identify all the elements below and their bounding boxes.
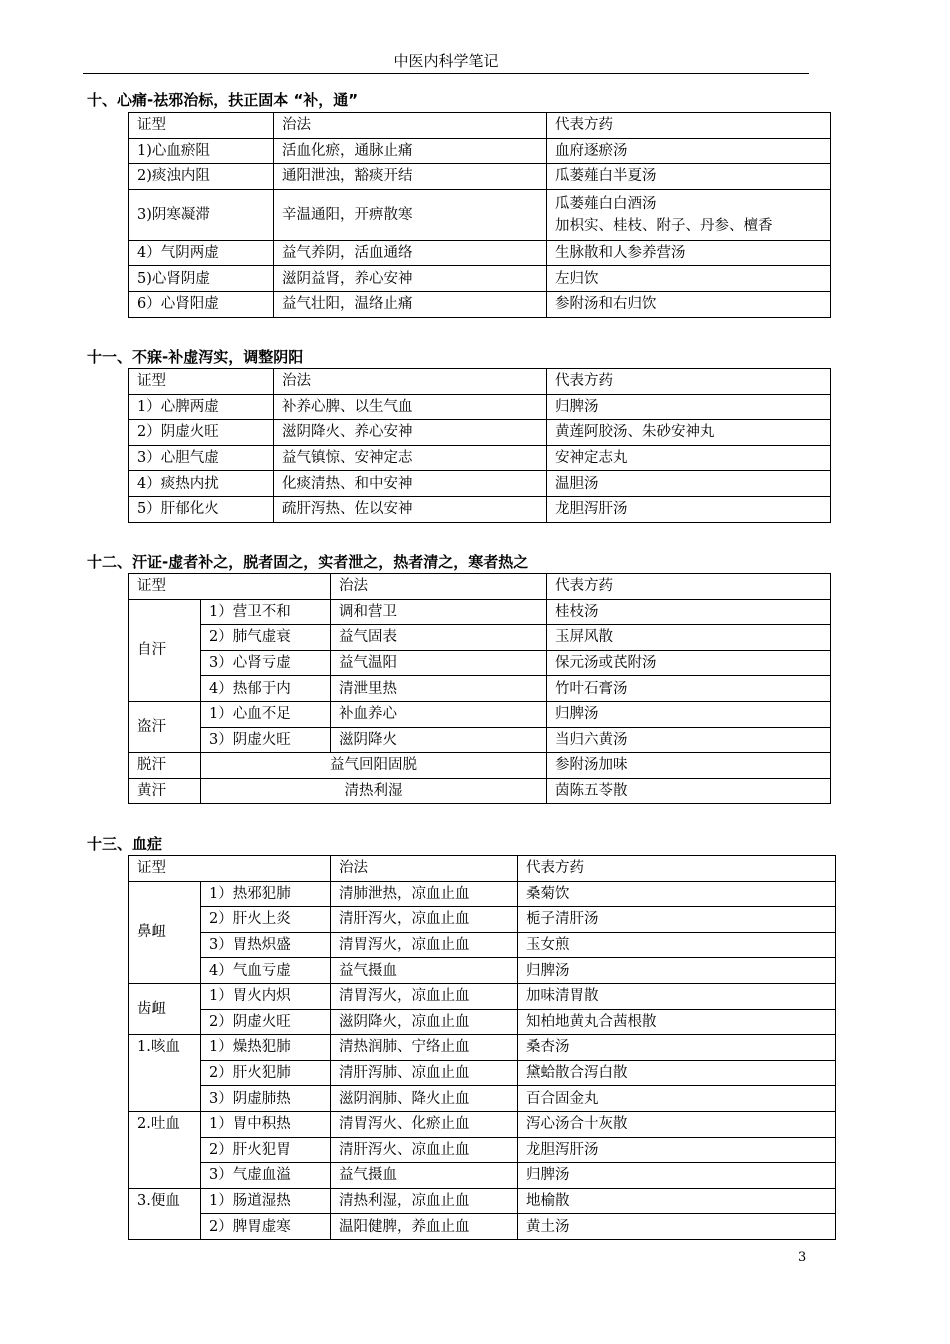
- table-row: [129, 958, 836, 984]
- table-row: [129, 907, 836, 933]
- table-cell: 益气壮阳，温络止痛: [274, 291, 547, 317]
- table-row: [129, 445, 831, 471]
- table-row: [129, 650, 831, 676]
- table-cell: 滋阴润肺、降火止血: [331, 1086, 518, 1112]
- table-cell: 当归六黄汤: [547, 727, 831, 753]
- table-cell: 1）心脾两虚: [129, 394, 274, 420]
- table-cell: 龙胆泻肝汤: [518, 1137, 836, 1163]
- section-title-xintong: 十、心痛-祛邪治标，扶正固本 “补，通”: [87, 91, 359, 109]
- table-row: [129, 240, 831, 266]
- table-row: [129, 727, 831, 753]
- table-cell: 4）气阴两虚: [129, 240, 274, 266]
- table-row: [129, 138, 831, 164]
- group-cell: 黄汗: [129, 778, 201, 804]
- table-cell: 血府逐瘀汤: [547, 138, 831, 164]
- table-row: [129, 881, 836, 907]
- column-header: 代表方药: [547, 113, 831, 139]
- table-cell: 清热利湿: [201, 778, 547, 804]
- table-cell: 桑菊饮: [518, 881, 836, 907]
- table-cell: 益气养阴，活血通络: [274, 240, 547, 266]
- table-row: [129, 1035, 836, 1061]
- table-row: [129, 599, 831, 625]
- table-row: [129, 778, 831, 804]
- table-cell: 通阳泄浊，豁痰开结: [274, 164, 547, 190]
- table-cell: 知柏地黄丸合茜根散: [518, 1009, 836, 1035]
- table-cell: 黄莲阿胶汤、朱砂安神丸: [547, 420, 831, 446]
- table-cell: 1）燥热犯肺: [201, 1035, 331, 1061]
- table-cell: [547, 189, 831, 240]
- table-row: [129, 1214, 836, 1240]
- table-cell: 2）肝火上炎: [201, 907, 331, 933]
- table-cell: 滋阴降火、养心安神: [274, 420, 547, 446]
- table-cell: 清热利湿，凉血止血: [331, 1188, 518, 1214]
- table-cell: 滋阴降火: [331, 727, 547, 753]
- table-bumei: [128, 368, 831, 523]
- table-cell: 茵陈五苓散: [547, 778, 831, 804]
- section-title-bumei: 十一、不寐-补虚泻实，调整阴阳: [87, 348, 304, 366]
- table-cell: 3）心肾亏虚: [201, 650, 331, 676]
- table-cell: 保元汤或芪附汤: [547, 650, 831, 676]
- table-cell: 活血化瘀，通脉止痛: [274, 138, 547, 164]
- table-header-row: [129, 113, 831, 139]
- group-cell: 自汗: [129, 599, 201, 701]
- table-cell: 疏肝泻热、佐以安神: [274, 496, 547, 522]
- table-cell: 百合固金丸: [518, 1086, 836, 1112]
- table-row: [129, 1137, 836, 1163]
- table-cell: 清肝泻火、凉血止血: [331, 1137, 518, 1163]
- table-cell: 3）阴虚火旺: [201, 727, 331, 753]
- table-cell: 益气固表: [331, 625, 547, 651]
- table-cell: 1）胃中积热: [201, 1111, 331, 1137]
- table-cell: 3）胃热炽盛: [201, 932, 331, 958]
- table-cell: 6）心肾阳虚: [129, 291, 274, 317]
- group-cell: 脱汗: [129, 753, 201, 779]
- table-cell: 龙胆泻肝汤: [547, 496, 831, 522]
- table-row: [129, 1111, 836, 1137]
- table-row: [129, 420, 831, 446]
- table-cell: 2）肝火犯肺: [201, 1060, 331, 1086]
- table-row: [129, 164, 831, 190]
- table-row: [129, 496, 831, 522]
- table-cell: 2）阴虚火旺: [201, 1009, 331, 1035]
- table-cell: 2)痰浊内阻: [129, 164, 274, 190]
- table-header-row: [129, 574, 831, 600]
- table-cell: 滋阴降火，凉血止血: [331, 1009, 518, 1035]
- table-row: [129, 753, 831, 779]
- table-cell: 地榆散: [518, 1188, 836, 1214]
- table-header-row: [129, 369, 831, 395]
- table-cell: 清肝泻肺、凉血止血: [331, 1060, 518, 1086]
- cell-line: 瓜蒌薤白白酒汤: [555, 195, 657, 212]
- table-cell: 益气回阳固脱: [201, 753, 547, 779]
- table-row: [129, 625, 831, 651]
- table-cell: 5)心肾阴虚: [129, 266, 274, 292]
- group-cell: 1.咳血: [129, 1035, 201, 1112]
- table-cell: 玉屏风散: [547, 625, 831, 651]
- table-cell: 3）阴虚肺热: [201, 1086, 331, 1112]
- table-row: [129, 983, 836, 1009]
- table-cell: 参附汤和右归饮: [547, 291, 831, 317]
- section-title-hanzheng: 十二、汗证-虚者补之，脱者固之，实者泄之，热者清之，寒者热之: [87, 553, 529, 571]
- table-cell: 清肝泻火，凉血止血: [331, 907, 518, 933]
- table-cell: 清泄里热: [331, 676, 547, 702]
- table-cell: 清肺泄热，凉血止血: [331, 881, 518, 907]
- table-cell: 4）气血亏虚: [201, 958, 331, 984]
- table-cell: 3）心胆气虚: [129, 445, 274, 471]
- group-cell: 齿衄: [129, 983, 201, 1034]
- header-rule: [83, 73, 809, 74]
- table-row: [129, 266, 831, 292]
- table-cell: 归脾汤: [547, 394, 831, 420]
- table-cell: 益气摄血: [331, 1163, 518, 1189]
- table-row: [129, 471, 831, 497]
- table-cell: 5）肝郁化火: [129, 496, 274, 522]
- column-header: 治法: [274, 369, 547, 395]
- table-cell: 3）气虚血溢: [201, 1163, 331, 1189]
- page-header-title: 中医内科学笔记: [393, 52, 499, 70]
- table-cell: 化痰清热、和中安神: [274, 471, 547, 497]
- column-header: 代表方药: [547, 574, 831, 600]
- table-row: [129, 291, 831, 317]
- table-cell: 温胆汤: [547, 471, 831, 497]
- table-cell: 加味清胃散: [518, 983, 836, 1009]
- table-cell: 桑杏汤: [518, 1035, 836, 1061]
- section-title-xuezheng: 十三、血症: [87, 835, 163, 853]
- table-xuezheng: [128, 855, 836, 1240]
- table-cell: 安神定志丸: [547, 445, 831, 471]
- table-cell: 竹叶石膏汤: [547, 676, 831, 702]
- table-cell: 归脾汤: [518, 1163, 836, 1189]
- table-cell: 2）脾胃虚寒: [201, 1214, 331, 1240]
- table-cell: 黛蛤散合泻白散: [518, 1060, 836, 1086]
- table-row: [129, 1009, 836, 1035]
- table-cell: 益气镇惊、安神定志: [274, 445, 547, 471]
- table-cell: 1）营卫不和: [201, 599, 331, 625]
- table-cell: 滋阴益肾，养心安神: [274, 266, 547, 292]
- table-cell: 1)心血瘀阻: [129, 138, 274, 164]
- table-cell: 温阳健脾，养血止血: [331, 1214, 518, 1240]
- table-cell: 归脾汤: [518, 958, 836, 984]
- group-cell: 盗汗: [129, 701, 201, 752]
- column-header: 证型: [129, 369, 274, 395]
- table-row: [129, 676, 831, 702]
- table-cell: 左归饮: [547, 266, 831, 292]
- column-header: 代表方药: [518, 856, 836, 882]
- column-header: 证型: [129, 574, 331, 600]
- table-row: [129, 1086, 836, 1112]
- table-cell: 3)阴寒凝滞: [129, 189, 274, 240]
- table-cell: 2）肺气虚衰: [201, 625, 331, 651]
- table-cell: 生脉散和人参养营汤: [547, 240, 831, 266]
- table-cell: 益气摄血: [331, 958, 518, 984]
- table-cell: 1）心血不足: [201, 701, 331, 727]
- cell-line: 加枳实、桂枝、附子、丹参、檀香: [555, 217, 773, 234]
- table-cell: 辛温通阳，开痹散寒: [274, 189, 547, 240]
- table-row: [129, 394, 831, 420]
- table-cell: 桂枝汤: [547, 599, 831, 625]
- column-header: 治法: [331, 856, 518, 882]
- column-header: 治法: [331, 574, 547, 600]
- column-header: 治法: [274, 113, 547, 139]
- table-cell: 栀子清肝汤: [518, 907, 836, 933]
- table-cell: 泻心汤合十灰散: [518, 1111, 836, 1137]
- table-hanzheng: [128, 573, 831, 804]
- page-number: 3: [798, 1250, 807, 1265]
- column-header: 代表方药: [547, 369, 831, 395]
- table-cell: 清胃泻火，凉血止血: [331, 983, 518, 1009]
- group-cell: 3.便血: [129, 1188, 201, 1239]
- table-cell: 益气温阳: [331, 650, 547, 676]
- table-cell: 清胃泻火、化瘀止血: [331, 1111, 518, 1137]
- table-cell: 补养心脾、以生气血: [274, 394, 547, 420]
- table-cell: 补血养心: [331, 701, 547, 727]
- table-header-row: [129, 856, 836, 882]
- table-cell: 参附汤加味: [547, 753, 831, 779]
- table-cell: 瓜蒌薤白半夏汤: [547, 164, 831, 190]
- group-cell: 2.吐血: [129, 1111, 201, 1188]
- table-cell: 归脾汤: [547, 701, 831, 727]
- table-cell: 1）胃火内炽: [201, 983, 331, 1009]
- table-row: [129, 1188, 836, 1214]
- table-cell: 调和营卫: [331, 599, 547, 625]
- table-row: [129, 932, 836, 958]
- table-row: [129, 1060, 836, 1086]
- column-header: 证型: [129, 113, 274, 139]
- table-cell: 4）痰热内扰: [129, 471, 274, 497]
- table-cell: 黄土汤: [518, 1214, 836, 1240]
- table-row: [129, 189, 831, 240]
- table-row: [129, 1163, 836, 1189]
- table-cell: 1）热邪犯肺: [201, 881, 331, 907]
- table-cell: 清胃泻火，凉血止血: [331, 932, 518, 958]
- table-cell: 2）阴虚火旺: [129, 420, 274, 446]
- table-cell: 清热润肺、宁络止血: [331, 1035, 518, 1061]
- table-cell: 4）热郁于内: [201, 676, 331, 702]
- table-xintong: [128, 112, 831, 318]
- table-cell: 玉女煎: [518, 932, 836, 958]
- table-cell: 2）肝火犯胃: [201, 1137, 331, 1163]
- column-header: 证型: [129, 856, 331, 882]
- table-cell: 1）肠道湿热: [201, 1188, 331, 1214]
- table-row: [129, 701, 831, 727]
- group-cell: 鼻衄: [129, 881, 201, 983]
